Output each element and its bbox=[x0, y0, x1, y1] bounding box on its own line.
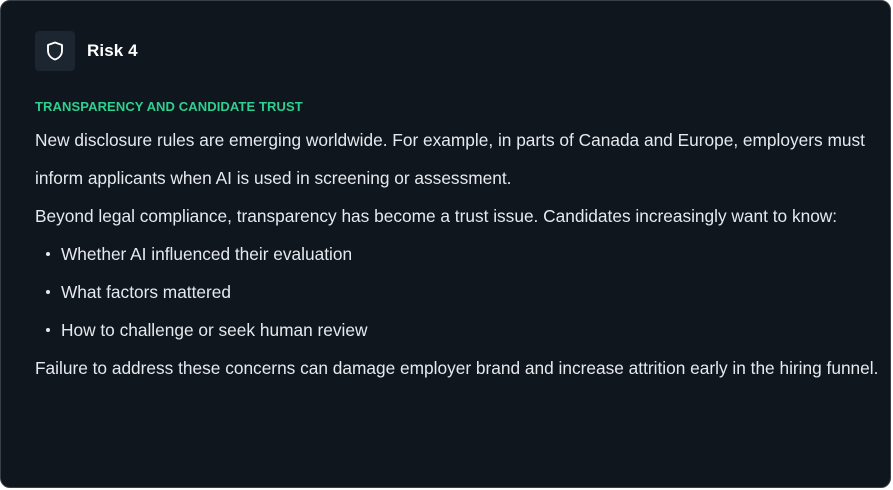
bullet-dot bbox=[46, 328, 50, 332]
list-item-text: How to challenge or seek human review bbox=[61, 320, 368, 340]
candidate-concerns-list bbox=[35, 235, 883, 349]
bullet-dot bbox=[46, 252, 50, 256]
paragraph-disclosure: New disclosure rules are emerging worldwide. For example, in parts of Canada and Europe, employers must inform applicants when AI is used in screening or assessment. bbox=[35, 130, 865, 188]
risk-content bbox=[35, 121, 883, 387]
risk-title: Risk 4 bbox=[87, 41, 138, 60]
list-item bbox=[35, 235, 883, 273]
list-item bbox=[35, 273, 883, 311]
risk-header bbox=[35, 31, 138, 71]
list-item-text: What factors mattered bbox=[61, 282, 231, 302]
paragraph-failure: Failure to address these concerns can damage employer brand and increase attrition early in the hiring funnel. bbox=[35, 358, 879, 378]
bullet-dot bbox=[46, 290, 50, 294]
list-item-text: Whether AI influenced their evaluation bbox=[61, 244, 353, 264]
paragraph-transparency: Beyond legal compliance, transparency has become a trust issue. Candidates increasingly want to know: bbox=[35, 206, 838, 226]
icon-container bbox=[35, 31, 75, 71]
section-eyebrow: TRANSPARENCY AND CANDIDATE TRUST bbox=[35, 99, 303, 114]
shield-icon bbox=[46, 41, 64, 61]
list-item bbox=[35, 311, 883, 349]
